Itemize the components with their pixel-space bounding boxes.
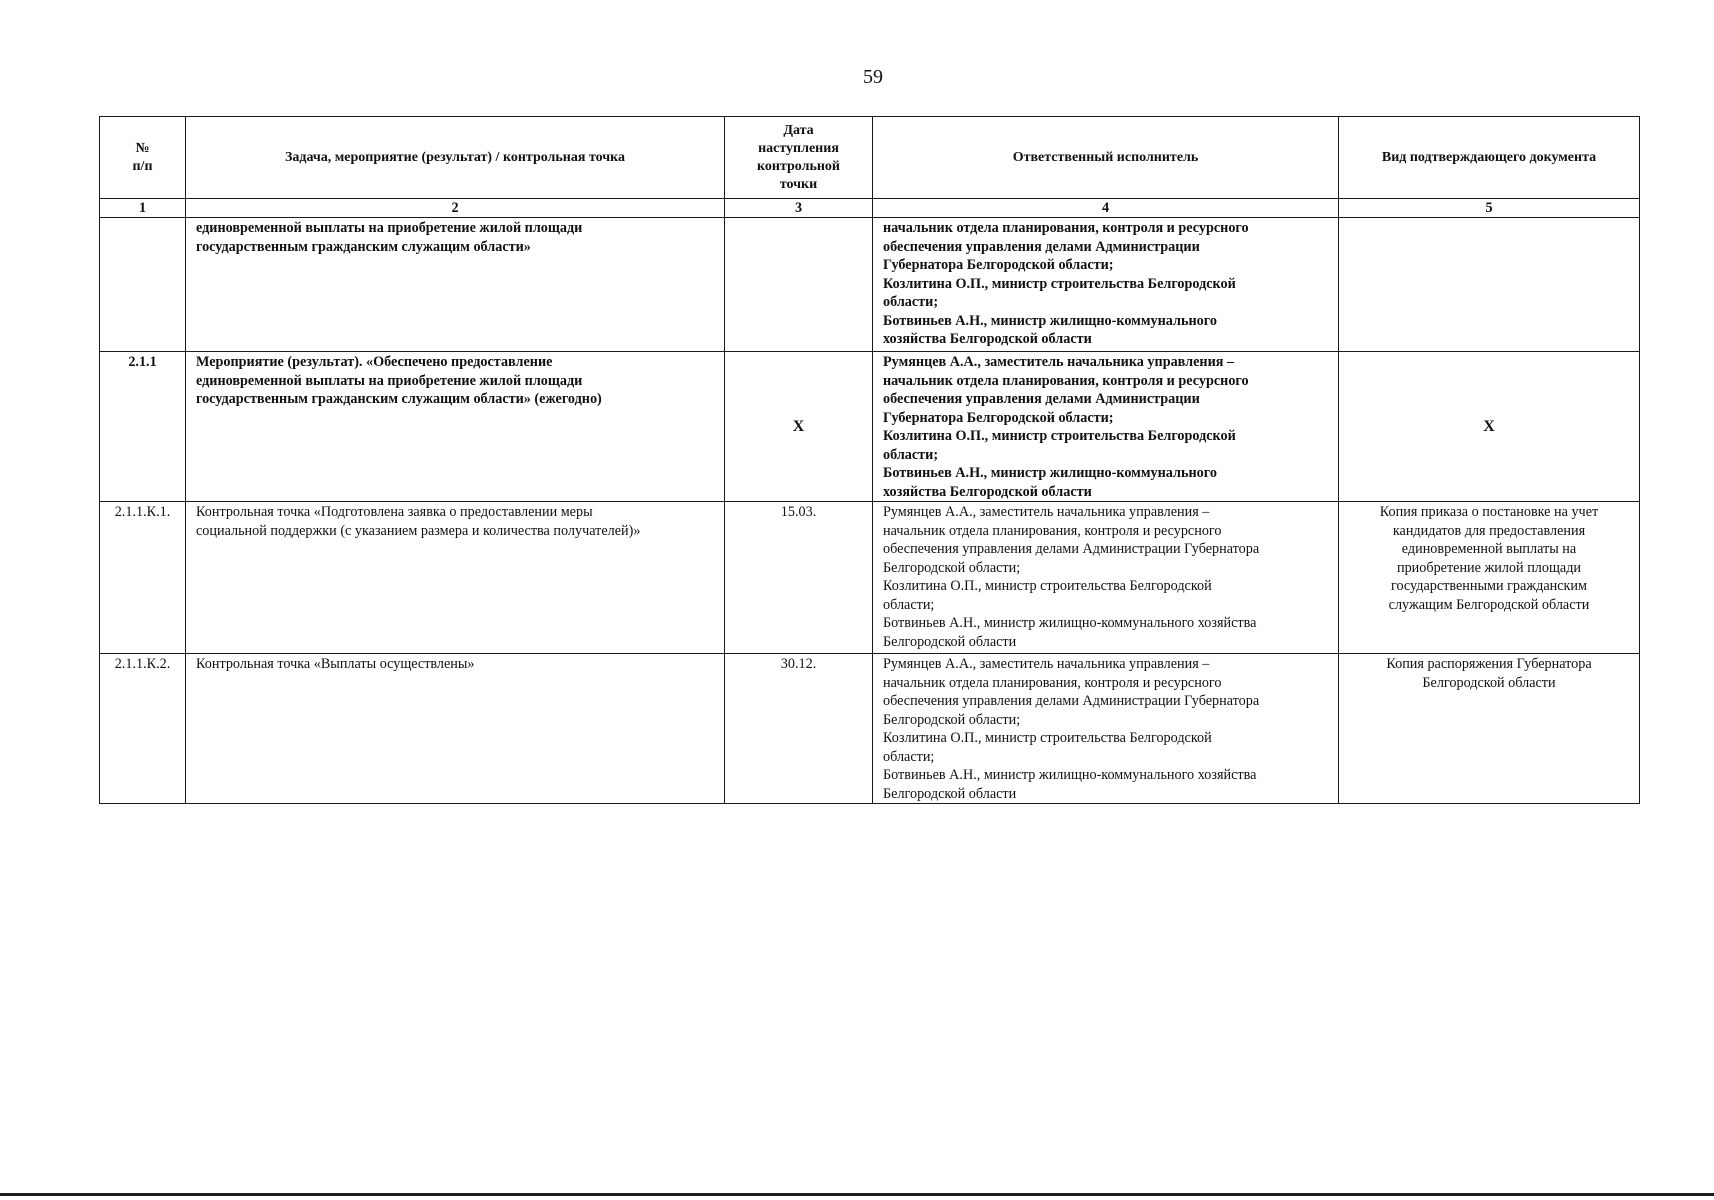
table-row — [100, 352, 1640, 502]
header-task: Задача, мероприятие (результат) / контрольная точка — [186, 117, 725, 199]
row-responsible: Румянцев А.А., заместитель начальника управления – начальник отдела планирования, контроля и ресурсного обеспечения управления делами Администрации Губернатора Белгородской области; Козлитина О.П., министр строительства Белгородской области; Ботвиньев А.Н., министр жилищно-коммунального хозяйства Белгородской области — [873, 654, 1339, 804]
row-responsible: Румянцев А.А., заместитель начальника управления – начальник отдела планирования, контроля и ресурсного обеспечения управления делами Администрации Губернатора Белгородской области; Козлитина О.П., министр строительства Белгородской области; Ботвиньев А.Н., министр жилищно-коммунального хозяйства Белгородской области — [873, 502, 1339, 654]
table-row — [100, 654, 1640, 804]
row-document: Копия приказа о постановке на учет кандидатов для предоставления единовременной выплаты на приобретение жилой площади государственными гражданским служащим Белгородской области — [1339, 502, 1640, 654]
table-row — [100, 502, 1640, 654]
header-number: № п/п — [100, 117, 186, 199]
row-date: 30.12. — [725, 654, 873, 804]
table-header-row — [100, 117, 1640, 199]
scan-edge-line — [0, 1193, 1714, 1196]
row-number: 2.1.1.К.1. — [100, 502, 186, 654]
row-responsible: Румянцев А.А., заместитель начальника управления – начальник отдела планирования, контроля и ресурсного обеспечения управления делами Администрации Губернатора Белгородской области; Козлитина О.П., министр строительства Белгородской области; Ботвиньев А.Н., министр жилищно-коммунального хозяйства Белгородской области — [873, 352, 1339, 502]
row-task: Контрольная точка «Выплаты осуществлены» — [186, 654, 725, 804]
row-number: 2.1.1 — [100, 352, 186, 502]
page-number: 59 — [863, 66, 883, 88]
row-number: 2.1.1.К.2. — [100, 654, 186, 804]
row-date: 15.03. — [725, 502, 873, 654]
column-number: 5 — [1339, 199, 1640, 218]
column-number: 4 — [873, 199, 1339, 218]
control-points-table — [99, 116, 1640, 804]
row-date: Х — [725, 352, 873, 502]
row-task: Контрольная точка «Подготовлена заявка о предоставлении меры социальной поддержки (с указанием размера и количества получателей)» — [186, 502, 725, 654]
row-document: Х — [1339, 352, 1640, 502]
row-task: Мероприятие (результат). «Обеспечено предоставление единовременной выплаты на приобретение жилой площади государственным гражданским служащим области» (ежегодно) — [186, 352, 725, 502]
column-numbers-row — [100, 199, 1640, 218]
column-number: 2 — [186, 199, 725, 218]
header-responsible: Ответственный исполнитель — [873, 117, 1339, 199]
table-row — [100, 218, 1640, 352]
column-number: 3 — [725, 199, 873, 218]
column-number: 1 — [100, 199, 186, 218]
row-date — [725, 218, 873, 352]
row-task: единовременной выплаты на приобретение жилой площади государственным гражданским служащим области» — [186, 218, 725, 352]
row-responsible: начальник отдела планирования, контроля и ресурсного обеспечения управления делами Администрации Губернатора Белгородской области; Козлитина О.П., министр строительства Белгородской области; Ботвиньев А.Н., министр жилищно-коммунального хозяйства Белгородской области — [873, 218, 1339, 352]
header-document: Вид подтверждающего документа — [1339, 117, 1640, 199]
row-document — [1339, 218, 1640, 352]
row-number — [100, 218, 186, 352]
header-date: Дата наступления контрольной точки — [725, 117, 873, 199]
row-document: Копия распоряжения Губернатора Белгородской области — [1339, 654, 1640, 804]
